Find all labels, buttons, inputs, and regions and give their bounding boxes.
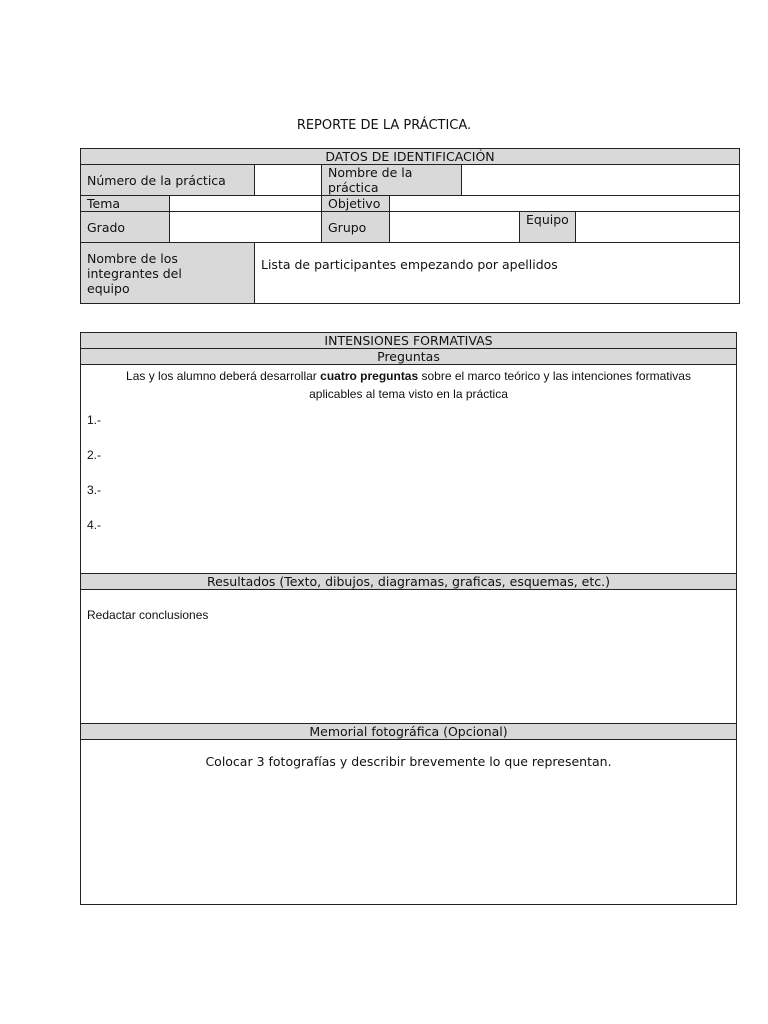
topic-field[interactable] — [170, 196, 322, 212]
identification-table — [80, 148, 740, 304]
results-text: Redactar conclusiones — [87, 608, 209, 622]
instruction-text-end: sobre el marco teórico y las intenciones formativas aplicables al tema visto en la práctica — [309, 369, 691, 401]
question-item: 1.- — [87, 413, 102, 427]
team-label: Equipo — [520, 212, 576, 243]
instruction-text-bold: cuatro preguntas — [320, 369, 419, 383]
practice-number-label: Número de la práctica — [81, 165, 255, 196]
formative-header: INTENSIONES FORMATIVAS — [81, 333, 737, 349]
grade-field[interactable] — [170, 212, 322, 243]
grade-label: Grado — [81, 212, 170, 243]
team-field[interactable] — [576, 212, 740, 243]
topic-label: Tema — [81, 196, 170, 212]
questions-cell[interactable] — [81, 365, 737, 574]
group-label: Grupo — [322, 212, 390, 243]
practice-number-field[interactable] — [255, 165, 322, 196]
practice-name-label: Nombre de la práctica — [322, 165, 462, 196]
members-label — [81, 243, 255, 304]
formative-table — [80, 332, 737, 905]
page-title: REPORTE DE LA PRÁCTICA. — [296, 118, 472, 133]
photo-memorial-header: Memorial fotográfica (Opcional) — [81, 724, 737, 740]
question-list — [87, 403, 730, 543]
practice-name-field[interactable] — [462, 165, 740, 196]
group-field[interactable] — [390, 212, 520, 243]
photo-memorial-cell[interactable] — [81, 740, 737, 905]
instruction-text-start: Las y los alumno deberá desarrollar — [126, 369, 321, 383]
question-item: 4.- — [87, 518, 102, 532]
results-cell[interactable] — [81, 590, 737, 724]
objective-label: Objetivo — [322, 196, 390, 212]
questions-instruction — [87, 367, 730, 403]
members-field[interactable]: Lista de participantes empezando por apellidos — [255, 243, 740, 304]
question-item: 2.- — [87, 448, 102, 462]
objective-field[interactable] — [390, 196, 740, 212]
results-header: Resultados (Texto, dibujos, diagramas, graficas, esquemas, etc.) — [81, 574, 737, 590]
photo-memorial-text: Colocar 3 fotografías y describir brevemente lo que representan. — [205, 754, 612, 769]
members-label-text: Nombre de los integrantes del equipo — [87, 250, 182, 296]
question-item: 3.- — [87, 483, 102, 497]
identification-header: DATOS DE IDENTIFICACIÓN — [81, 149, 740, 165]
questions-header: Preguntas — [81, 349, 737, 365]
